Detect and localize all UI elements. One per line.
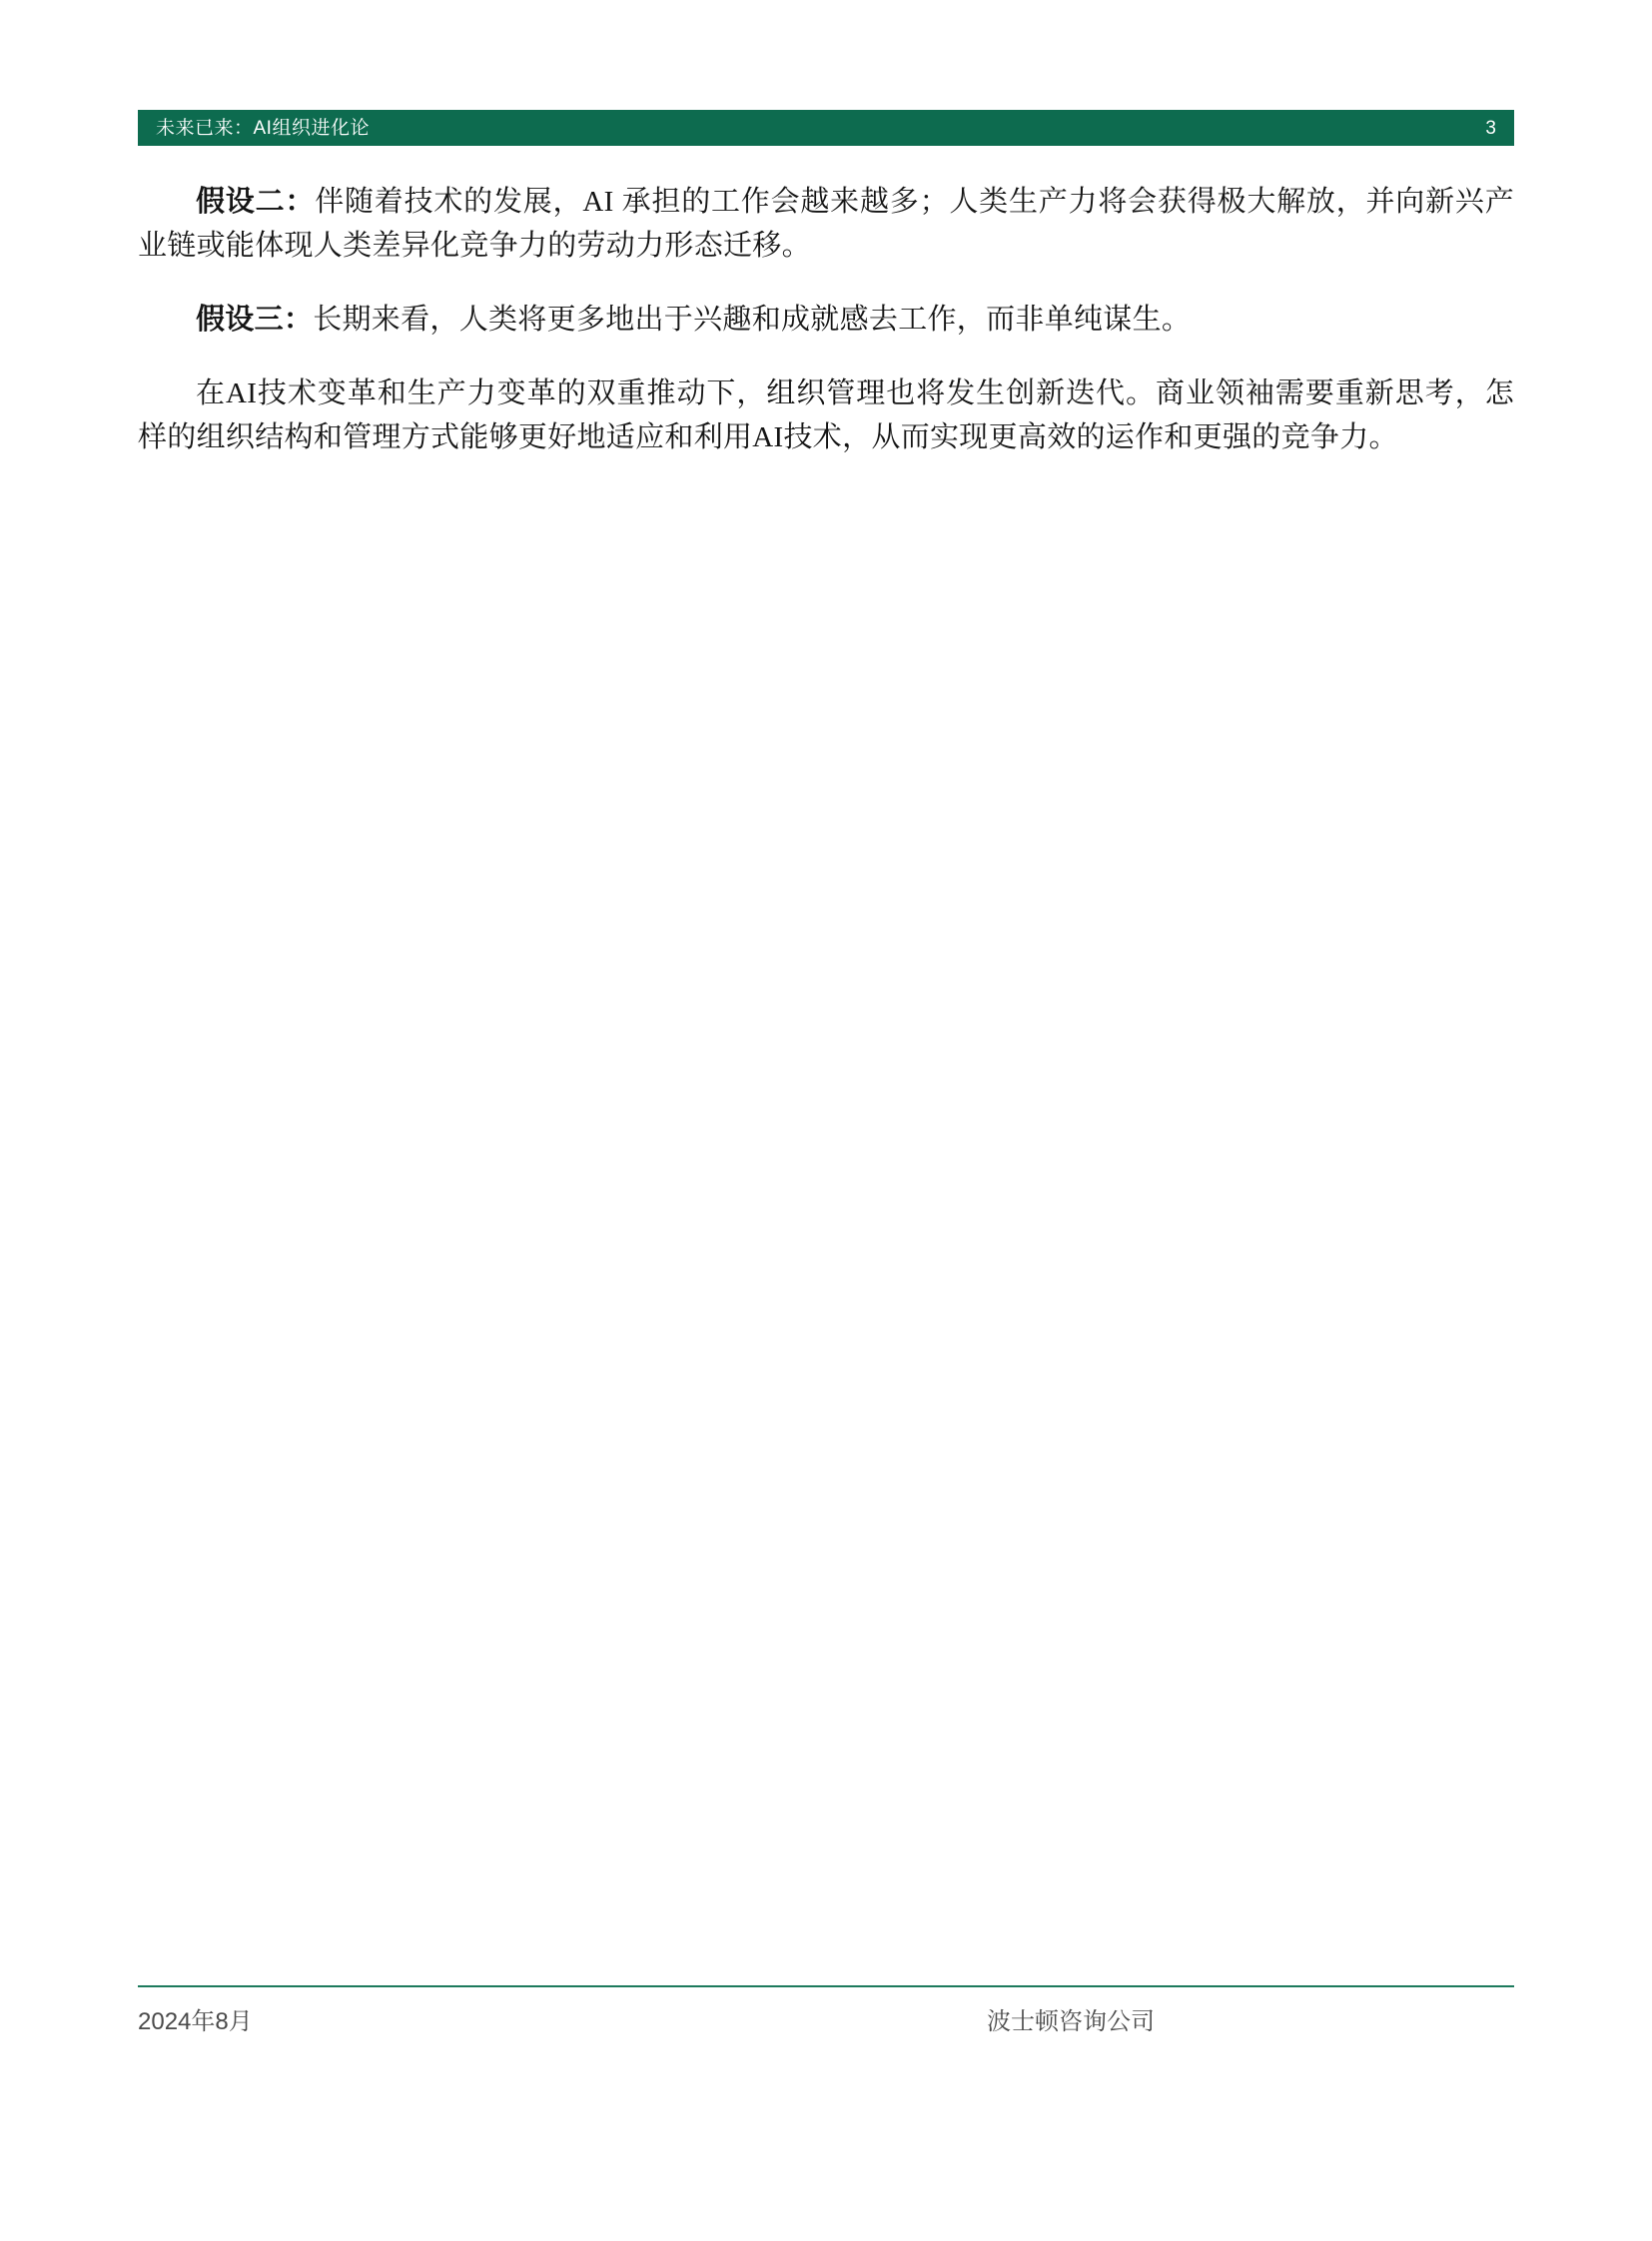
header-title: 未来已来：AI组织进化论: [156, 117, 370, 139]
page-header-band: [138, 110, 1514, 146]
paragraph-closing: [138, 372, 1514, 459]
paragraph-lead-label: 假设二：: [196, 186, 316, 218]
paragraph-assumption-two: [138, 180, 1514, 268]
footer-date: 2024年8月: [138, 2008, 253, 2035]
paragraph-text: 在AI技术变革和生产力变革的双重推动下，组织管理也将发生创新迭代。商业领袖需要重新思考，怎样的组织结构和管理方式能够更好地适应和利用AI技术，从而实现更高效的运作和更强的竞争力。: [138, 377, 1514, 454]
paragraph-text: 长期来看，人类将更多地出于兴趣和成就感去工作，而非单纯谋生。: [313, 304, 1192, 337]
document-body: [138, 180, 1514, 489]
page-footer: [138, 2001, 1514, 2036]
header-page-number: 3: [1485, 117, 1496, 139]
paragraph-lead-label: 假设三：: [196, 304, 314, 337]
footer-divider: [138, 1985, 1514, 1987]
footer-organization: 波士顿咨询公司: [987, 2008, 1155, 2035]
paragraph-assumption-three: [138, 298, 1514, 342]
paragraph-text: 伴随着技术的发展，AI 承担的工作会越来越多；人类生产力将会获得极大解放，并向新兴产业链或能体现人类差异化竞争力的劳动力形态迁移。: [138, 186, 1514, 263]
